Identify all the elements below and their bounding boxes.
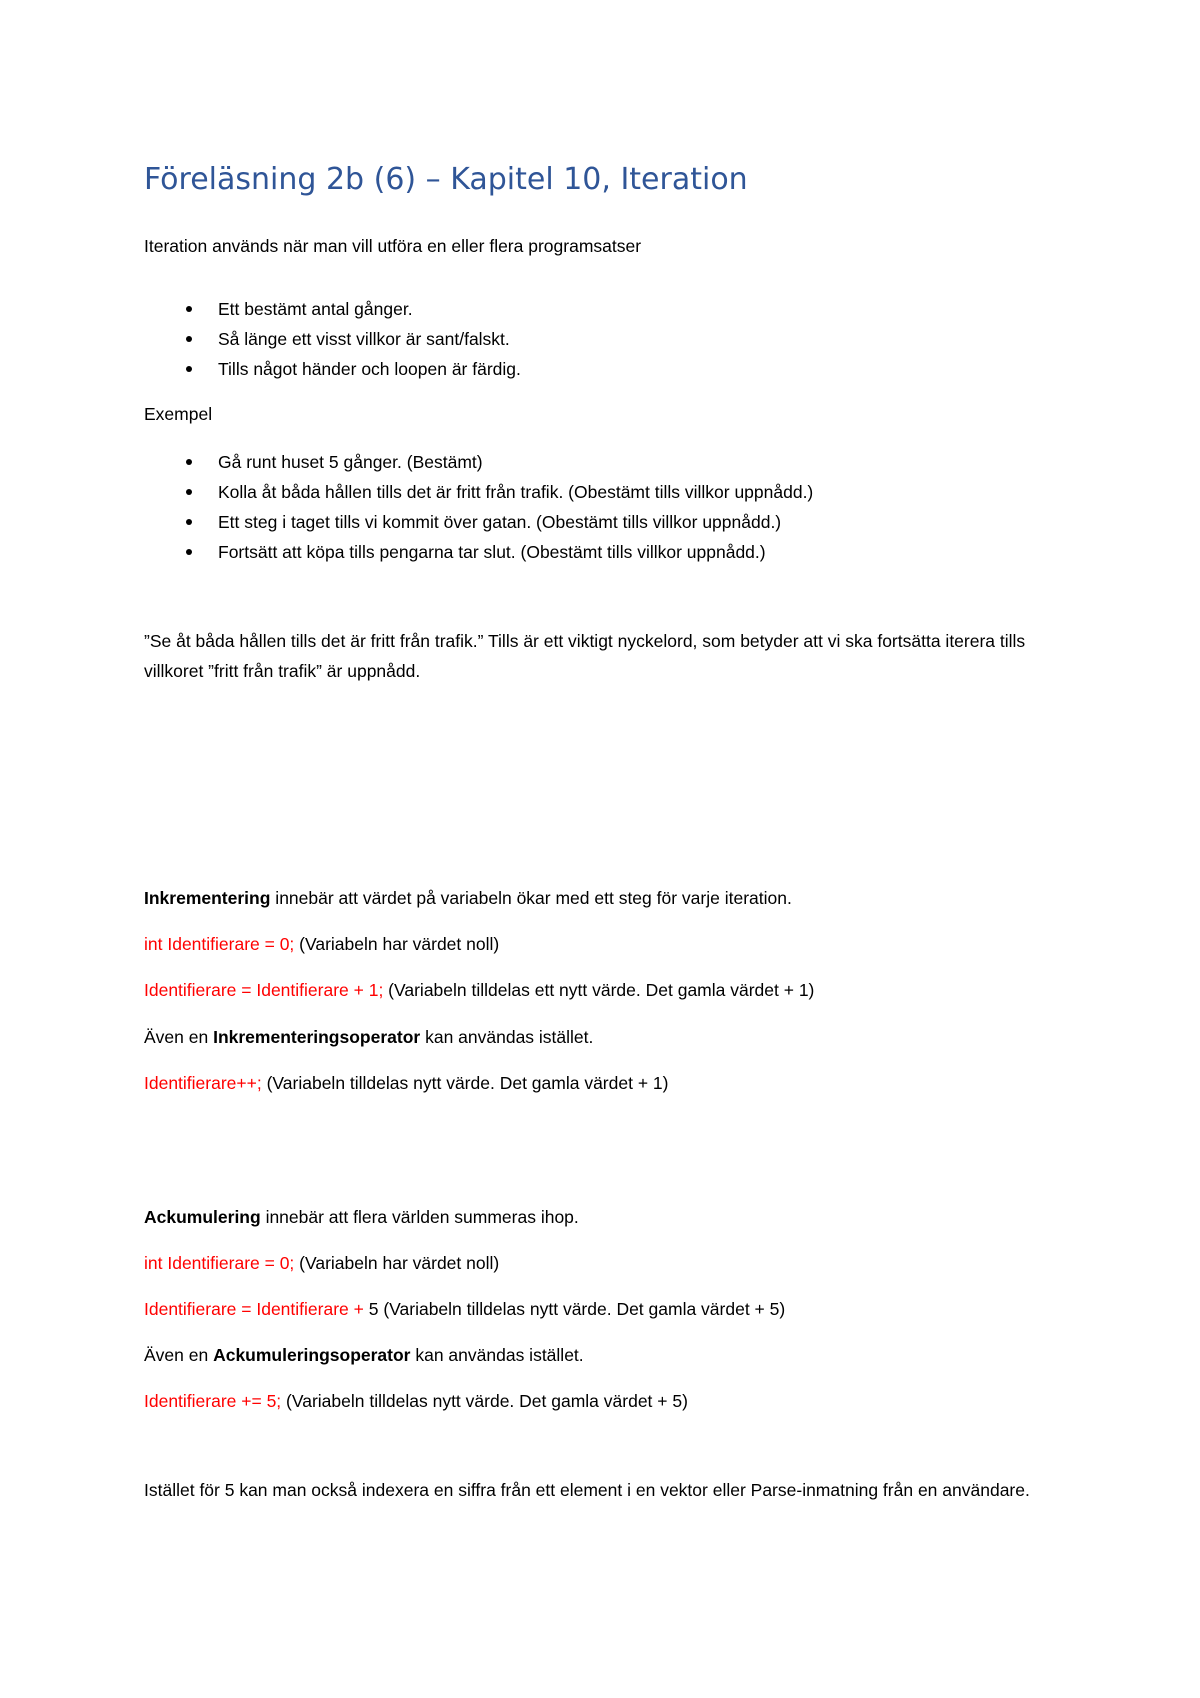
ackum-line-2: Identifierare = Identifierare + 5 (Variabeln tilldelas nytt värde. Det gamla värdet + 5) (144, 1299, 786, 1319)
inkrement-definition: Inkrementering innebär att värdet på variabeln ökar med ett steg för varje iteration. (144, 888, 792, 908)
bullet-icon (186, 489, 192, 495)
ackum-definition: Ackumulering innebär att flera världen summeras ihop. (144, 1207, 579, 1227)
bullet-icon (186, 306, 192, 312)
exempel-heading: Exempel (144, 404, 213, 424)
inkrement-term: Inkrementering (144, 888, 271, 908)
quote-paragraph: ”Se åt båda hållen tills det är fritt från trafik.” Tills är ett viktigt nyckelord, som betyder att vi ska fortsätta iterera tills villkoret ”fritt från trafik” är uppnådd. (144, 631, 1026, 681)
intro-text: Iteration används när man vill utföra en eller flera programsatser (144, 236, 642, 256)
list-item: Så länge ett visst villkor är sant/falskt. (144, 327, 521, 357)
bullet-list-examples (144, 450, 813, 570)
list-item: Fortsätt att köpa tills pengarna tar slut. (Obestämt tills villkor uppnådd.) (144, 540, 813, 570)
inkrement-line-4: Identifierare++; (Variabeln tilldelas nytt värde. Det gamla värdet + 1) (144, 1073, 669, 1093)
bullet-icon (186, 366, 192, 372)
closing-paragraph: Istället för 5 kan man också indexera en siffra från ett element i en vektor eller Parse-inmatning från en användare. (144, 1480, 1030, 1500)
ackum-line-3: Även en Ackumuleringsoperator kan användas istället. (144, 1345, 584, 1365)
page-title: Föreläsning 2b (6) – Kapitel 10, Iteration (144, 162, 748, 197)
bullet-list-cases (144, 297, 521, 387)
inkrement-line-1: int Identifierare = 0; (Variabeln har värdet noll) (144, 934, 500, 954)
list-item: Gå runt huset 5 gånger. (Bestämt) (144, 450, 813, 480)
bullet-icon (186, 336, 192, 342)
list-item: Tills något händer och loopen är färdig. (144, 357, 521, 387)
list-item: Ett steg i taget tills vi kommit över gatan. (Obestämt tills villkor uppnådd.) (144, 510, 813, 540)
code-snippet: Identifierare = Identifierare + 1; (144, 980, 384, 1000)
list-item: Ett bestämt antal gånger. (144, 297, 521, 327)
code-snippet: int Identifierare = 0; (144, 1253, 295, 1273)
ackum-term: Ackumulering (144, 1207, 261, 1227)
inkrement-line-3: Även en Inkrementeringsoperator kan användas istället. (144, 1027, 594, 1047)
bullet-icon (186, 519, 192, 525)
inkrement-line-2: Identifierare = Identifierare + 1; (Variabeln tilldelas ett nytt värde. Det gamla värdet + 1) (144, 980, 815, 1000)
code-snippet: Identifierare += 5; (144, 1391, 282, 1411)
code-snippet: Identifierare++; (144, 1073, 262, 1093)
ackum-line-4: Identifierare += 5; (Variabeln tilldelas nytt värde. Det gamla värdet + 5) (144, 1391, 688, 1411)
code-snippet: Identifierare = Identifierare + (144, 1299, 364, 1319)
list-item: Kolla åt båda hållen tills det är fritt från trafik. (Obestämt tills villkor uppnådd.) (144, 480, 813, 510)
bullet-icon (186, 549, 192, 555)
bullet-icon (186, 459, 192, 465)
code-snippet: int Identifierare = 0; (144, 934, 295, 954)
ackum-line-1: int Identifierare = 0; (Variabeln har värdet noll) (144, 1253, 500, 1273)
